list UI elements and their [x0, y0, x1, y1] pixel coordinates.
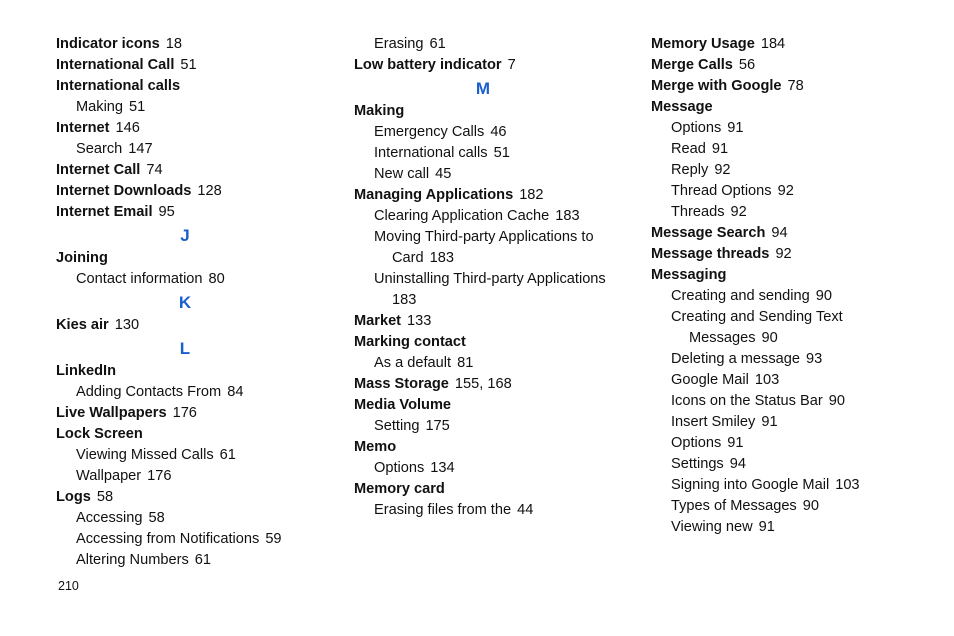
index-entry	[651, 265, 941, 286]
index-page-ref[interactable]: 133	[407, 313, 432, 329]
index-entry	[56, 487, 346, 508]
index-subentry	[354, 353, 644, 374]
index-page-ref[interactable]: 18	[165, 36, 183, 52]
index-entry	[56, 403, 346, 424]
index-entry	[651, 244, 941, 265]
index-entry	[651, 55, 941, 76]
index-page-ref[interactable]: 182	[519, 187, 544, 203]
index-entry	[354, 437, 644, 458]
index-term: Emergency Calls	[374, 124, 485, 140]
index-subentry	[651, 433, 941, 454]
index-entry	[354, 332, 644, 353]
index-term: Low battery indicator	[354, 57, 502, 73]
index-subentry	[354, 500, 644, 521]
index-term: Joining	[56, 250, 108, 266]
index-term: Threads	[671, 204, 725, 220]
index-section-letter: M	[475, 79, 491, 98]
index-page-ref[interactable]: 183	[429, 250, 454, 266]
index-term: Options	[374, 460, 425, 476]
index-page-ref[interactable]: 51	[180, 57, 197, 73]
index-term: Accessing from Notifications	[76, 531, 260, 547]
index-term: Mass Storage	[354, 376, 449, 392]
index-term: Message Search	[651, 225, 766, 241]
index-term: Insert Smiley	[671, 414, 756, 430]
index-column-3	[651, 34, 941, 538]
index-term: Altering Numbers	[76, 552, 189, 568]
index-page-ref[interactable]: 91	[727, 435, 744, 451]
index-page-ref[interactable]: 51	[129, 99, 146, 115]
index-page-ref[interactable]: 80	[208, 271, 225, 287]
index-entry	[651, 97, 941, 118]
index-term: Managing Applications	[354, 187, 514, 203]
index-page-ref[interactable]: 93	[806, 351, 823, 367]
index-subentry	[651, 475, 941, 496]
index-subentry	[56, 466, 346, 487]
index-subentry	[354, 248, 644, 269]
index-term: As a default	[374, 355, 452, 371]
index-term: Marking contact	[354, 334, 466, 350]
index-page-ref[interactable]: 92	[777, 183, 794, 199]
index-subentry	[354, 206, 644, 227]
index-term: Reply	[671, 162, 709, 178]
index-page-ref[interactable]: 134	[430, 460, 455, 476]
index-term: Wallpaper	[76, 468, 142, 484]
index-entry	[354, 374, 644, 395]
index-subentry	[56, 508, 346, 529]
index-page-ref[interactable]: 7	[507, 57, 516, 73]
index-page-ref[interactable]: 176	[172, 405, 197, 421]
index-subentry	[56, 550, 346, 571]
index-term: Search	[76, 141, 123, 157]
index-entry	[354, 55, 644, 76]
index-term: Accessing	[76, 510, 143, 526]
index-term: International calls	[374, 145, 488, 161]
index-term: Internet Downloads	[56, 183, 192, 199]
index-term: Uninstalling Third-party Applications	[374, 271, 606, 287]
index-term: Erasing files from the	[374, 502, 512, 518]
index-subentry	[56, 269, 346, 290]
index-term: Icons on the Status Bar	[671, 393, 823, 409]
index-column-2	[354, 34, 644, 521]
index-term: Memory Usage	[651, 36, 755, 52]
index-entry	[651, 34, 941, 55]
index-subentry	[354, 458, 644, 479]
index-term: Internet Email	[56, 204, 153, 220]
index-term: Thread Options	[671, 183, 772, 199]
index-page-ref[interactable]: 44	[517, 502, 534, 518]
index-subentry	[651, 118, 941, 139]
index-page-ref[interactable]: 91	[711, 141, 729, 157]
index-page-ref[interactable]: 155, 168	[454, 376, 512, 392]
index-page-ref[interactable]: 90	[802, 498, 819, 514]
index-term: International calls	[56, 78, 181, 94]
index-entry	[56, 181, 346, 202]
index-page-ref[interactable]: 92	[775, 246, 792, 262]
index-term: Messaging	[651, 267, 727, 283]
index-page-ref[interactable]: 92	[714, 162, 731, 178]
index-term: Creating and sending	[671, 288, 810, 304]
index-subentry	[354, 290, 644, 311]
index-term: Settings	[671, 456, 724, 472]
index-page-ref[interactable]: 91	[758, 519, 775, 535]
index-term: Market	[354, 313, 402, 329]
index-subentry	[651, 328, 941, 349]
index-term: Options	[671, 120, 722, 136]
index-term: Setting	[374, 418, 420, 434]
index-page-ref[interactable]: 128	[197, 183, 222, 199]
index-page-ref[interactable]: 183	[392, 292, 417, 308]
index-page-ref[interactable]: 61	[194, 552, 211, 568]
index-entry	[56, 248, 346, 269]
index-page-ref[interactable]: 183	[555, 208, 580, 224]
index-term: Logs	[56, 489, 91, 505]
index-term: Creating and Sending Text	[671, 309, 843, 325]
index-entry	[651, 223, 941, 244]
index-subentry	[651, 391, 941, 412]
index-section-letter: J	[180, 226, 190, 245]
index-term: New call	[374, 166, 430, 182]
index-subentry	[651, 454, 941, 475]
index-subentry	[56, 445, 346, 466]
index-term: Message threads	[651, 246, 770, 262]
index-term: Internet Call	[56, 162, 141, 178]
index-subentry	[354, 269, 644, 290]
index-term: Viewing Missed Calls	[76, 447, 214, 463]
index-subentry	[651, 160, 941, 181]
index-term: Moving Third-party Applications to	[374, 229, 594, 245]
index-term: Message	[651, 99, 713, 115]
index-term: Kies air	[56, 317, 109, 333]
index-page-ref[interactable]: 58	[148, 510, 165, 526]
index-page-ref[interactable]: 175	[425, 418, 450, 434]
index-page-ref[interactable]: 45	[435, 166, 452, 182]
index-term: Lock Screen	[56, 426, 143, 442]
index-subentry	[56, 97, 346, 118]
index-page-ref[interactable]: 91	[727, 120, 744, 136]
index-page-ref[interactable]: 61	[219, 447, 236, 463]
index-page-ref[interactable]: 92	[730, 204, 747, 220]
index-term: Merge with Google	[651, 78, 782, 94]
index-subentry	[354, 34, 644, 55]
index-entry	[354, 395, 644, 416]
index-subentry	[56, 382, 346, 403]
index-term: LinkedIn	[56, 363, 116, 379]
index-column-1	[56, 34, 346, 571]
index-term: Making	[354, 103, 405, 119]
index-term: Adding Contacts From	[76, 384, 222, 400]
index-entry	[354, 479, 644, 500]
index-page-ref[interactable]: 103	[754, 372, 780, 388]
index-entry	[56, 361, 346, 382]
index-term: Google Mail	[671, 372, 749, 388]
index-entry	[56, 424, 346, 445]
index-entry	[354, 185, 644, 206]
index-subentry	[354, 227, 644, 248]
index-page-ref[interactable]: 94	[771, 225, 788, 241]
index-page-ref[interactable]: 184	[760, 36, 786, 52]
index-subentry	[651, 286, 941, 307]
index-subentry	[354, 143, 644, 164]
index-subentry	[354, 416, 644, 437]
index-term: Erasing	[374, 36, 424, 52]
index-term: Memory card	[354, 481, 445, 497]
index-term: Viewing new	[671, 519, 753, 535]
index-page-ref[interactable]: 91	[761, 414, 778, 430]
index-page-ref[interactable]: 74	[146, 162, 163, 178]
index-term: Indicator icons	[56, 36, 160, 52]
index-page-ref[interactable]: 84	[227, 384, 244, 400]
index-subentry	[651, 517, 941, 538]
index-term: Memo	[354, 439, 397, 455]
index-subentry	[651, 496, 941, 517]
index-subentry	[651, 181, 941, 202]
index-page-ref[interactable]: 46	[490, 124, 507, 140]
index-term: Types of Messages	[671, 498, 797, 514]
index-term: Internet	[56, 120, 110, 136]
index-entry	[354, 101, 644, 122]
index-term: Making	[76, 99, 124, 115]
index-term: Media Volume	[354, 397, 452, 413]
index-subentry	[651, 139, 941, 160]
index-section-letter: L	[179, 339, 191, 358]
index-page-ref[interactable]: 90	[815, 288, 832, 304]
index-subentry	[56, 139, 346, 160]
index-subentry	[651, 202, 941, 223]
index-term: Deleting a message	[671, 351, 800, 367]
index-page-ref[interactable]: 78	[787, 78, 804, 94]
index-term: Messages	[689, 330, 756, 346]
index-term: Merge Calls	[651, 57, 733, 73]
index-page-ref[interactable]: 59	[265, 531, 282, 547]
index-term: Read	[671, 141, 706, 157]
index-entry	[56, 76, 346, 97]
index-subentry	[651, 349, 941, 370]
page-number: 210	[58, 579, 79, 593]
index-subentry	[354, 122, 644, 143]
index-subentry	[56, 529, 346, 550]
index-page-ref[interactable]: 95	[158, 204, 175, 220]
index-page-ref[interactable]: 90	[761, 330, 778, 346]
index-entry	[56, 315, 346, 336]
index-page-ref[interactable]: 94	[729, 456, 746, 472]
index-page-ref[interactable]: 103	[835, 477, 860, 493]
index-term: Live Wallpapers	[56, 405, 167, 421]
index-page-ref[interactable]: 176	[147, 468, 172, 484]
index-page-ref[interactable]: 146	[115, 120, 140, 136]
index-term: International Call	[56, 57, 175, 73]
index-subentry	[354, 164, 644, 185]
index-page-ref[interactable]: 90	[828, 393, 845, 409]
index-term: Contact information	[76, 271, 203, 287]
index-section-letter: K	[178, 293, 192, 312]
index-subentry	[651, 370, 941, 391]
index-entry	[56, 202, 346, 223]
index-term: Clearing Application Cache	[374, 208, 550, 224]
index-entry	[56, 118, 346, 139]
index-page-ref[interactable]: 61	[429, 36, 446, 52]
index-subentry	[651, 412, 941, 433]
index-entry	[56, 55, 346, 76]
index-page-ref[interactable]: 51	[493, 145, 510, 161]
index-page-ref[interactable]: 147	[128, 141, 153, 157]
index-entry	[354, 311, 644, 332]
index-entry	[56, 160, 346, 181]
index-subentry	[651, 307, 941, 328]
index-entry	[651, 76, 941, 97]
index-page-ref[interactable]: 58	[96, 489, 114, 505]
index-term: Options	[671, 435, 722, 451]
index-page-ref[interactable]: 56	[738, 57, 756, 73]
index-term: Card	[392, 250, 424, 266]
index-page-ref[interactable]: 130	[114, 317, 140, 333]
index-term: Signing into Google Mail	[671, 477, 830, 493]
index-entry	[56, 34, 346, 55]
index-page-ref[interactable]: 81	[457, 355, 474, 371]
